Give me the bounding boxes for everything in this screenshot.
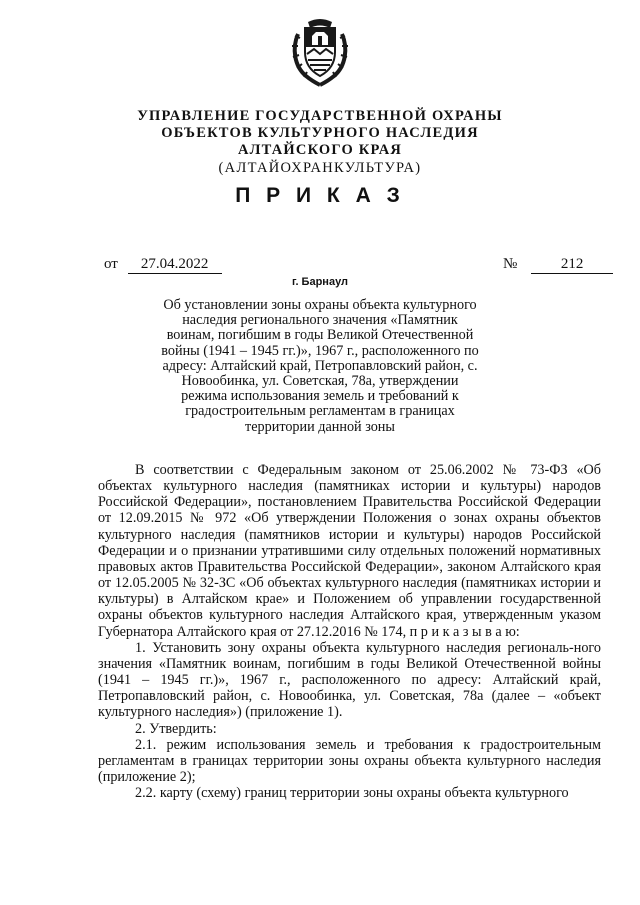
- body-paragraph-2: 2. Утвердить:: [135, 720, 217, 737]
- number-prefix: №: [503, 256, 518, 272]
- organization-line-2: ОБЪЕКТОВ КУЛЬТУРНОГО НАСЛЕДИЯ: [161, 125, 479, 141]
- organization-line-1: УПРАВЛЕНИЕ ГОСУДАРСТВЕННОЙ ОХРАНЫ: [137, 108, 503, 124]
- body-paragraph-2-2: 2.2. карту (схему) границ территории зоны охраны объекта культурного: [135, 785, 569, 802]
- body-paragraph-2-1: 2.1. режим использования земель и требования к градостроительным регламентам в границах территории зоны охраны объекта культурного наследия (приложение 2);: [98, 736, 601, 785]
- body-paragraph-1: 1. Установить зону охраны объекта культурного наследия региональ-ного значения «Памятник воинам, погибшим в годы Великой Отечественной войны (1941 – 1945 гг.)», 1967 г., расположенного по адресу: Алтайский край, Петропавловский район, с. Новообинка, ул. Советская, 78а (далее – «объект культурного наследия») (приложение 1).: [98, 639, 601, 721]
- document-date: 27.04.2022: [128, 256, 222, 274]
- document-number: 212: [531, 256, 613, 274]
- organization-line-3: АЛТАЙСКОГО КРАЯ: [237, 142, 403, 158]
- organization-name: [0, 108, 640, 177]
- number-block: [503, 256, 613, 274]
- altai-krai-coat-of-arms-icon: [290, 14, 350, 88]
- date-prefix: от: [104, 256, 118, 272]
- date-block: [104, 256, 222, 274]
- city: г. Барнаул: [291, 276, 349, 288]
- body-paragraph-preamble: В соответствии с Федеральным законом от 25.06.2002 № 73-ФЗ «Об объектах культурного наследия (памятниках истории и культуры) народов Российской Федерации», постановлением Правительства Российской Федерации от 12.09.2015 № 972 «Об утверждении Положения о зонах охраны объектов культурного наследия (памятников истории и культуры) народов Российской Федерации и о признании утратившими силу отдельных положений нормативных правовых актов Правительства Российской Федерации», законом Алтайского края от 12.05.2005 № 32-ЗС «Об объектах культурного наследия (памятниках истории и культуры) в Алтайском крае» и Положением об управлении государственной охраны объектов культурного наследия Алтайского края, утвержденным указом Губернатора Алтайского края от 27.12.2016 № 174, п р и к а з ы в а ю:: [98, 462, 601, 640]
- organization-abbreviation: (АЛТАЙОХРАНКУЛЬТУРА): [218, 160, 422, 176]
- document-type-title: П Р И К А З: [235, 184, 405, 207]
- document-subject: Об установлении зоны охраны объекта культурного наследия регионального значения «Памятник воинам, погибшим в годы Великой Отечественной войны (1941 – 1945 гг.)», 1967 г., расположенного по адресу: Алтайский край, Петропавловский район, с. Новообинка, ул. Советская, 78а, утверждении режима использования земель и требований к градостроительным регламентам в границах территории данной зоны: [161, 297, 479, 435]
- document-body: [98, 462, 601, 801]
